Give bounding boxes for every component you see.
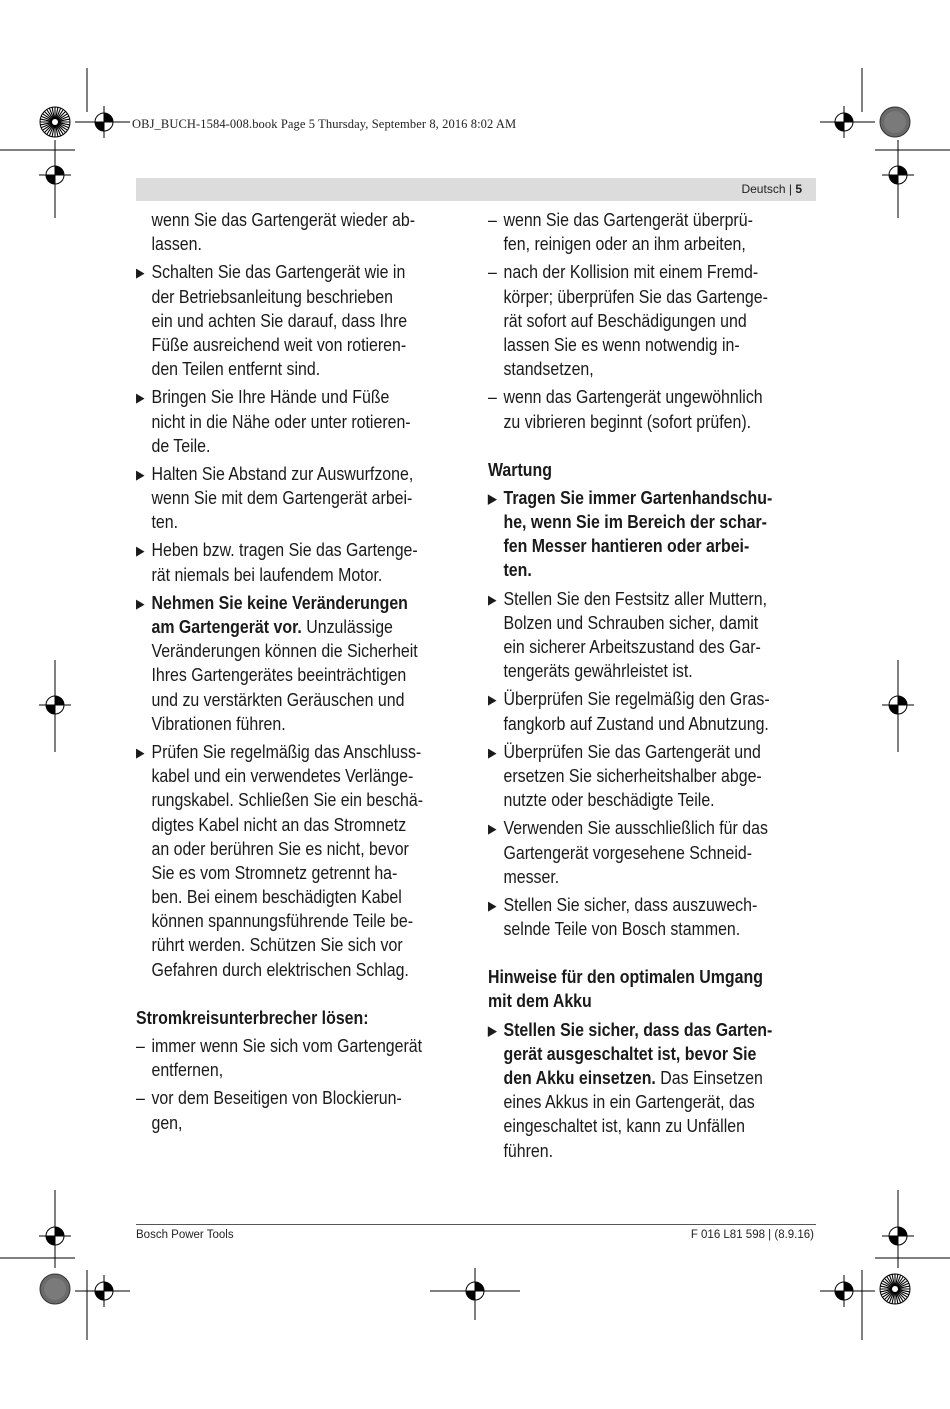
text-line: Sie es vom Stromnetz getrennt ha-: [151, 861, 398, 883]
text-line: Ihres Gartengerätes beeinträchtigen: [151, 664, 407, 686]
text-line: Veränderungen können die Sicherheit: [151, 640, 418, 662]
text-line: rungskabel. Schließen Sie ein beschä-: [151, 789, 423, 811]
safety-bullet: [488, 486, 772, 583]
text-line: gen,: [151, 1111, 183, 1133]
text-line: Heben bzw. tragen Sie das Gartenge-: [151, 539, 418, 561]
text-line: ten.: [151, 511, 179, 533]
text-line: fangkorb auf Zustand und Abnutzung.: [503, 712, 769, 734]
text-line: Prüfen Sie regelmäßig das Anschluss-: [151, 740, 422, 762]
bold-text: gerät ausgeschaltet ist, bevor Sie: [503, 1042, 757, 1064]
text-line: lassen.: [151, 233, 202, 255]
safety-bullet: [488, 1018, 772, 1163]
text-line: Halten Sie Abstand zur Auswurfzone,: [151, 462, 414, 484]
text-line: fen, reinigen oder an ihm arbeiten,: [503, 233, 746, 255]
page-header: [136, 178, 816, 201]
text-line: ben. Bei einem beschädigten Kabel: [151, 886, 402, 908]
text-line: Überprüfen Sie das Gartengerät und: [503, 740, 761, 762]
right-column: [488, 208, 772, 1163]
footer-rule: [136, 1224, 816, 1225]
text-line: vor dem Beseitigen von Blockierun-: [151, 1087, 402, 1109]
text-line: Unzulässige: [301, 616, 393, 637]
text-line: Bringen Sie Ihre Hände und Füße: [151, 386, 390, 408]
header-label: [741, 182, 802, 196]
text-line: ein und achten Sie darauf, dass Ihre: [151, 309, 408, 331]
text-line: nutzte oder beschädigte Teile.: [503, 789, 715, 811]
dash-marker: –: [488, 209, 497, 230]
text-line: zu vibrieren beginnt (sofort prüfen).: [503, 410, 752, 432]
section-heading: Wartung: [488, 458, 552, 480]
text-line: kabel und ein verwendetes Verlänge-: [151, 765, 414, 787]
text-line: Stellen Sie sicher, dass auszuwech-: [503, 893, 758, 915]
dash-marker: –: [488, 261, 497, 283]
header-language: Deutsch: [741, 182, 786, 196]
text-line: standsetzen,: [503, 358, 594, 380]
text-line: körper; überprüfen Sie das Gartenge-: [503, 285, 768, 307]
bold-text: den Akku einsetzen.: [503, 1067, 656, 1088]
bullet-arrow-icon: ▶: [488, 897, 497, 913]
section-heading: Stromkreisunterbrecher lösen:: [136, 1006, 369, 1028]
text-line: rät niemals bei laufendem Motor.: [151, 563, 383, 585]
dash-item: [136, 1086, 423, 1134]
safety-bullet: [488, 816, 772, 889]
text-line: wenn Sie mit dem Gartengerät arbei-: [151, 487, 413, 509]
bullet-arrow-icon: ▶: [488, 1022, 497, 1038]
text-line: selnde Teile von Bosch stammen.: [503, 918, 741, 940]
safety-bullet: [488, 740, 772, 813]
text-line: an oder berühren Sie es nicht, bevor: [151, 837, 409, 859]
safety-bullet: [136, 591, 423, 736]
text-line: rät sofort auf Beschädigungen und: [503, 309, 747, 331]
bold-text: fen Messer hantieren oder arbei-: [503, 535, 750, 557]
safety-bullet: [136, 260, 423, 381]
text-line: lassen Sie es wenn notwendig in-: [503, 333, 740, 355]
safety-bullet: [136, 538, 423, 586]
bullet-arrow-icon: ▶: [488, 490, 497, 506]
text-line: digtes Kabel nicht an das Stromnetz: [151, 813, 407, 835]
text-line: entfernen,: [151, 1059, 224, 1081]
text-line: der Betriebsanleitung beschrieben: [151, 285, 393, 307]
bold-text: am Gartengerät vor.: [151, 616, 302, 637]
text-line: Gartengerät vorgesehene Schneid-: [503, 841, 753, 863]
footer-doc-code: F 016 L81 598 | (8.9.16): [690, 1229, 814, 1241]
bullet-arrow-icon: ▶: [488, 692, 497, 708]
text-line: den Teilen entfernt sind.: [151, 358, 321, 380]
text-line: nicht in die Nähe oder unter rotieren-: [151, 410, 411, 432]
text-line: Verwenden Sie ausschließlich für das: [503, 817, 768, 839]
text-line: immer wenn Sie sich vom Gartengerät: [151, 1035, 423, 1056]
safety-bullet: [488, 687, 772, 735]
text-line: ersetzen Sie sicherheitshalber abge-: [503, 764, 762, 786]
bullet-arrow-icon: ▶: [136, 595, 145, 611]
bold-text: he, wenn Sie im Bereich der schar-: [503, 511, 767, 533]
text-line: wenn Sie das Gartengerät wieder ab-: [151, 209, 416, 230]
text-line: führen.: [503, 1139, 554, 1161]
text-line: ein sicherer Arbeitszustand des Gar-: [503, 636, 761, 657]
section-heading: mit dem Akku: [488, 990, 592, 1012]
bullet-arrow-icon: ▶: [488, 591, 497, 607]
text-line: Das Einsetzen: [655, 1067, 763, 1088]
dash-marker: –: [488, 386, 497, 408]
text-line: rührt werden. Schützen Sie sich vor: [151, 934, 403, 956]
bold-text: Tragen Sie immer Gartenhandschu-: [503, 486, 773, 508]
text-line: Füße ausreichend weit von rotieren-: [151, 333, 407, 355]
header-separator: |: [788, 182, 792, 196]
bullet-arrow-icon: ▶: [136, 543, 145, 559]
text-line: tengeräts gewährleistet ist.: [503, 660, 693, 682]
safety-bullet: [488, 893, 772, 941]
safety-bullet: [136, 740, 423, 982]
bullet-arrow-icon: ▶: [136, 744, 145, 760]
text-line: Bolzen und Schrauben sicher, damit: [503, 611, 759, 633]
text-line: eines Akkus in ein Gartengerät, das: [503, 1091, 755, 1113]
text-line: wenn Sie das Gartengerät überprü-: [503, 209, 753, 230]
bold-text: ten.: [503, 559, 532, 581]
bullet-arrow-icon: ▶: [488, 744, 497, 760]
print-slug: OBJ_BUCH-1584-008.book Page 5 Thursday, September 8, 2016 8:02 AM: [132, 117, 517, 131]
text-line: wenn das Gartengerät ungewöhnlich: [503, 386, 763, 408]
page-number: 5: [795, 182, 802, 196]
bold-text: Nehmen Sie keine Veränderungen: [151, 591, 408, 613]
bold-text: Stellen Sie sicher, dass das Garten-: [503, 1018, 773, 1040]
dash-marker: –: [136, 1087, 145, 1109]
bullet-arrow-icon: ▶: [488, 821, 497, 837]
dash-item: [488, 208, 772, 256]
dash-item: [136, 1034, 423, 1082]
text-line: de Teile.: [151, 434, 211, 456]
left-column: [136, 208, 423, 1135]
dash-marker: –: [136, 1035, 145, 1056]
bullet-arrow-icon: ▶: [136, 265, 145, 281]
text-line: Stellen Sie den Festsitz aller Muttern,: [503, 587, 768, 609]
bullet-arrow-icon: ▶: [136, 466, 145, 482]
bullet-arrow-icon: ▶: [136, 390, 145, 406]
text-line: Gefahren durch elektrischen Schlag.: [151, 958, 409, 980]
text-line: nach der Kollision mit einem Fremd-: [503, 261, 759, 283]
safety-bullet: [136, 385, 423, 458]
dash-item: [488, 260, 772, 381]
safety-bullet: [136, 462, 423, 535]
dash-item: [488, 385, 772, 433]
text-line: Vibrationen führen.: [151, 712, 286, 734]
footer-publisher: Bosch Power Tools: [136, 1229, 234, 1241]
section-heading: Hinweise für den optimalen Umgang: [488, 966, 763, 988]
text-line: Überprüfen Sie regelmäßig den Gras-: [503, 688, 770, 710]
safety-bullet: [488, 587, 772, 684]
text-line: messer.: [503, 865, 560, 887]
text-line: und zu verstärkten Geräuschen und: [151, 688, 405, 710]
text-line: Schalten Sie das Gartengerät wie in: [151, 261, 406, 283]
text-line: können spannungsführende Teile be-: [151, 910, 414, 932]
text-line: eingeschaltet ist, kann zu Unfällen: [503, 1115, 745, 1137]
